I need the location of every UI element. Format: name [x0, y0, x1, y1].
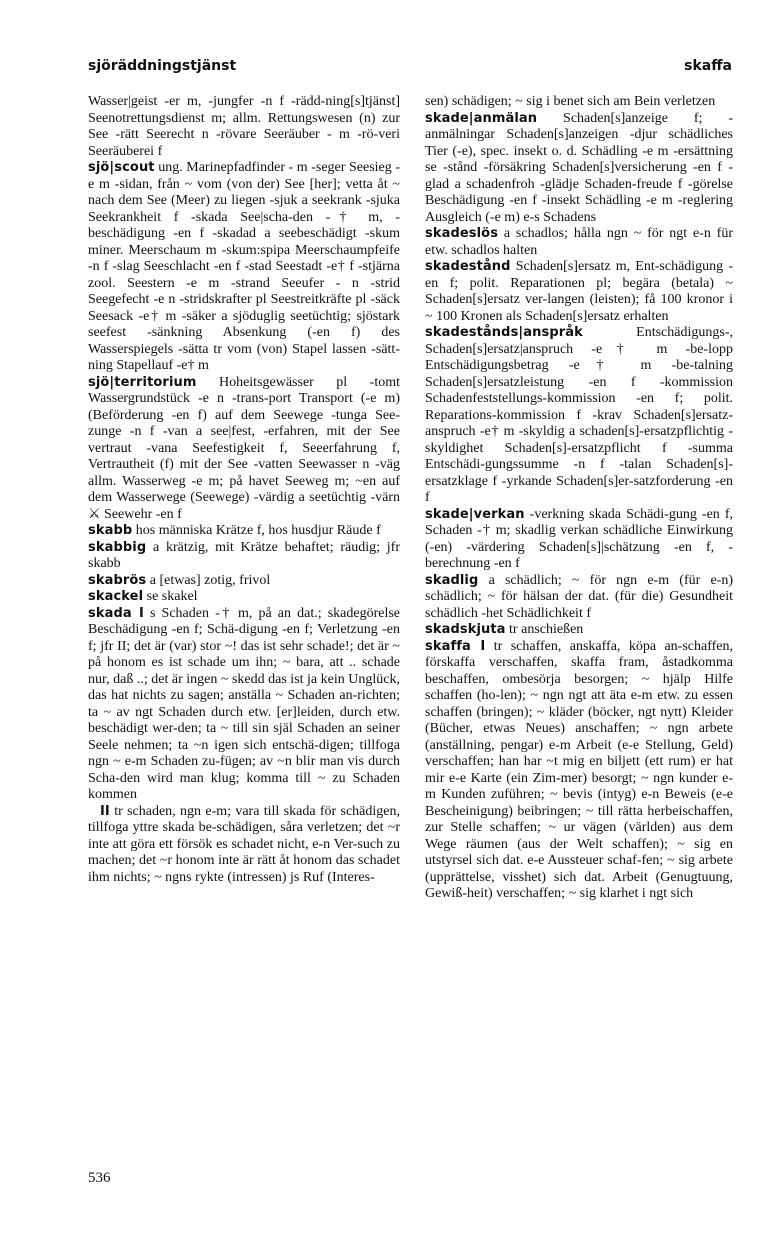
entry-headword: sjö|scout [88, 160, 155, 175]
running-header [88, 58, 732, 80]
entry-headword: skade|verkan [425, 506, 525, 522]
dictionary-entry [88, 573, 400, 590]
left-column [88, 94, 400, 886]
dictionary-entry [425, 259, 733, 325]
entry-text: sen) schädigen; ~ sig i benet sich am Bein verletzen [425, 94, 716, 109]
entry-text: Hoheitsgewässer pl -tomt Wassergrundstück -e n -trans-port Transport (-e m) (Beförderung -en f) auf dem Seewege -tunga See-zunge -n f -van a see|fest, -erfahren, mit der See vertraut -vana Seefestigkeit f, Seeerfahrung f, Vertrautheit (f) mit der See -vatten Seewasser n -väg allm. Wasserweg -e m; på havet Seeweg m; ~en auf dem Wasserwege (Seewege) -värdig a seetüchtig -värn ⚔ Seewehr -en f [88, 374, 400, 522]
page-number: 536 [88, 1170, 111, 1186]
entry-headword: skadlig [425, 572, 479, 588]
entry-text: Wasser|geist -er m, -jungfer -n f -rädd-ning[s]tjänst] Seenotrettungsdienst m; allm. Rettungswesen (n) zur See -rätt Seerecht n -rövare Seeräuber - m -rö-veri Seeräuberei f [88, 94, 400, 159]
dictionary-entry [88, 606, 400, 804]
entry-text: Entschädigungs-, Schaden[s]ersatz|anspruch -e† m -be-lopp Entschädigungsbetrag -e† m -be-talning Schaden[s]ersatzleistung -en f -kommission Schadenfeststellungs-kommission -en f; polit. Reparations-kommission f -krav Schaden[s]ersatz-anspruch -e† m -skyldig a schaden[s]-ersatzpflichtig -skyldighet Schaden[s]-ersatzpflicht f -summa Entschädi-gungssumme -n f -talan Schaden[s]-ersatzklage f -yrkande Schaden[s]er-satzforderung -en f [425, 325, 733, 505]
dictionary-entry [88, 160, 400, 375]
entry-text: -verkning skada Schädi-gung -en f, Schaden -† m; skadlig verkan schädliche Einwirkung (-en) -värdering Schaden[s]|schätzung -en f, -berechnung -en f [425, 506, 733, 571]
entry-text: Schaden[s]ersatz m, Ent-schädigung -en f; polit. Reparationen pl; begära (betala) ~ Schaden[s]ersatz ver-langen (leisten); få 100 kronor i ~ 100 Kronen als Schaden[s]ersatz erhalten [425, 259, 733, 324]
entry-headword: skadestånds|anspråk [425, 325, 583, 340]
dictionary-entry [88, 589, 400, 606]
entry-text: a [etwas] zotig, frivol [146, 572, 271, 588]
dictionary-entry [425, 325, 733, 507]
entry-headword: II [100, 803, 110, 819]
entry-headword: skabrös [88, 572, 147, 588]
right-guide-word: skaffa [684, 58, 732, 74]
entry-headword: skabbig [88, 539, 147, 555]
entry-text: hos människa Krätze f, hos husdjur Räude f [132, 523, 381, 538]
entry-text: a krätzig, mit Krätze behaftet; räudig; jfr skabb [88, 539, 400, 571]
dictionary-entry [88, 523, 400, 540]
dictionary-entry [88, 94, 400, 160]
right-column [425, 94, 733, 903]
left-guide-word: sjöräddningstjänst [88, 58, 237, 74]
dictionary-entry [88, 540, 400, 573]
entry-headword: skadeslös [425, 226, 499, 241]
entry-text: tr schaden, ngn e-m; vara till skada för schädigen, tillfoga yttre skada be-schädigen, såra verletzen; det ~r inte att göra ett försök es schadet nicht, e-n Ver-such zu machen; det ~r honom inte är rätt åt honom das schadet ihm nichts; ~ ngns rykte (intressen) js Ruf (Interes- [88, 803, 400, 885]
entry-text: Schaden[s]anzeige f; -anmälningar Schaden[s]anzeigen -djur schädliches Tier (-e), spec. insekt o. d. Schädling -e m -ersättning se -stånd -försäkring Schaden[s]versicherung -en f -glad a schadenfroh -glädje Schaden-freude f -görelse Beschädigung -en f -insekt Schädling -e m -reglering Ausgleich (-e m) e-s Schadens [425, 110, 733, 225]
entry-headword: skada I [88, 605, 144, 621]
entry-headword: sjö|territorium [88, 374, 197, 390]
entry-headword: skadskjuta [425, 622, 506, 637]
entry-text: s Schaden -† m, på an dat.; skadegörelse Beschädigung -en f; Schä-digung -en f; Verletzung -en f; jfr II; det är (var) stor ~! das ist sehr schade!; det är ~ på honom es ist schade um ihn; ~ bara, att .. schade nur, daß ..; det är ingen ~ skedd das ist ja kein Unglück, das hat nichts zu sagen; anställa ~ Schaden an-richten; ta ~ av ngt Schaden durch etw. [er]leiden, durch etw. beschädigt wer-den; ta ~ till sin själ Schaden an seiner Seele nehmen; ta ~n igen sich entschä-digen; tillfoga ngn ~ e-m Schaden zu-fügen; av ~n blir man vis durch Scha-den wird man klug; komma till ~ zu Schaden kommen [88, 605, 401, 802]
entry-text: a schädlich; ~ för ngn e-m (für e-n) schädlich; ~ för hälsan der dat. (für die) Gesundheit schädlich -het Schädlichkeit f [425, 572, 733, 621]
dictionary-entry [425, 622, 733, 639]
dictionary-entry [425, 507, 733, 573]
entry-headword: skade|anmälan [425, 110, 538, 126]
entry-text: ung. Marinepfadfinder - m -seger Seesieg -e m -sidan, från ~ vom (von der) See [her]; vetta åt ~ nach dem See (Meer) zu liegen -sjuk a seekrank -sjuka Seekrankheit f -skada See|scha-den -† m, -beschädigung -en f -skadad a seebeschädigt -skum miner. Meerschaum m -skum:spipa Meerschaumpfeife -n f -slag Seeschlacht -en f -stad Seestadt -e† f -stjärna zool. Seestern -e m -strand Seeufer - n -strid Seegefecht -e n -stridskrafter pl Seestreitkräfte pl -säck Seesack -e† m -säker a sjöduglig seetüchtig; sjöstark seefest -sänkning Absenkung (-en f) des Wasserspiegels -sätta tr vom (von) Stapel lassen -sätt-ning Stapellauf -e† m [88, 160, 400, 373]
entry-text: se skakel [143, 589, 198, 604]
entry-text: tr anschießen [505, 622, 584, 637]
entry-headword: skabb [88, 523, 133, 538]
dictionary-entry [425, 226, 733, 259]
entry-text: tr schaffen, anskaffa, köpa an-schaffen, förskaffa verschaffen, skaffa fram, åstadkomma beschaffen, ombesörja besorgen; ~ hjälp Hilfe schaffen (ho-len); ~ ngn ngt att äta e-m etw. zu essen schaffen (bringen); ~ kläder (böcker, ngt nytt) Kleider (Bücher, etwas Neues) anschaffen; ~ ngn arbete (anställning, pengar) e-m Arbeit (e-e Stellung, Geld) verschaffen; han har ~t mig en biljett (ett rum) er hat mir e-e Karte (ein Zim-mer) besorgt; ~ ngn kunder e-m Kunden zuführen; ~ bevis (intyg) e-n Beweis (e-e Bescheinigung) beibringen; ~ till rätta herbeischaffen, zur Stelle schaffen; ~ ur vägen (världen) aus dem Wege räumen (aus der Welt schaffen); ~ sig en utstyrsel sich dat. e-e Aussteuer schaf-fen; ~ sig arbete (upprättelse, visshet) sich dat. Arbeit (Genugtuung, Gewiß-heit) verschaffen; ~ sig klarhet i ngt sich [425, 638, 734, 901]
dictionary-entry [425, 111, 733, 227]
entry-headword: skaffa I [425, 638, 486, 654]
dictionary-entry [425, 639, 733, 903]
dictionary-entry [88, 375, 400, 524]
dictionary-entry [425, 94, 733, 111]
entry-headword: skadestånd [425, 259, 511, 274]
dictionary-entry [425, 573, 733, 623]
dictionary-subentry [88, 804, 400, 887]
entry-text: a schadlos; hålla ngn ~ för ngt e-n für etw. schadlos halten [425, 226, 733, 258]
entry-headword: skackel [88, 589, 144, 604]
